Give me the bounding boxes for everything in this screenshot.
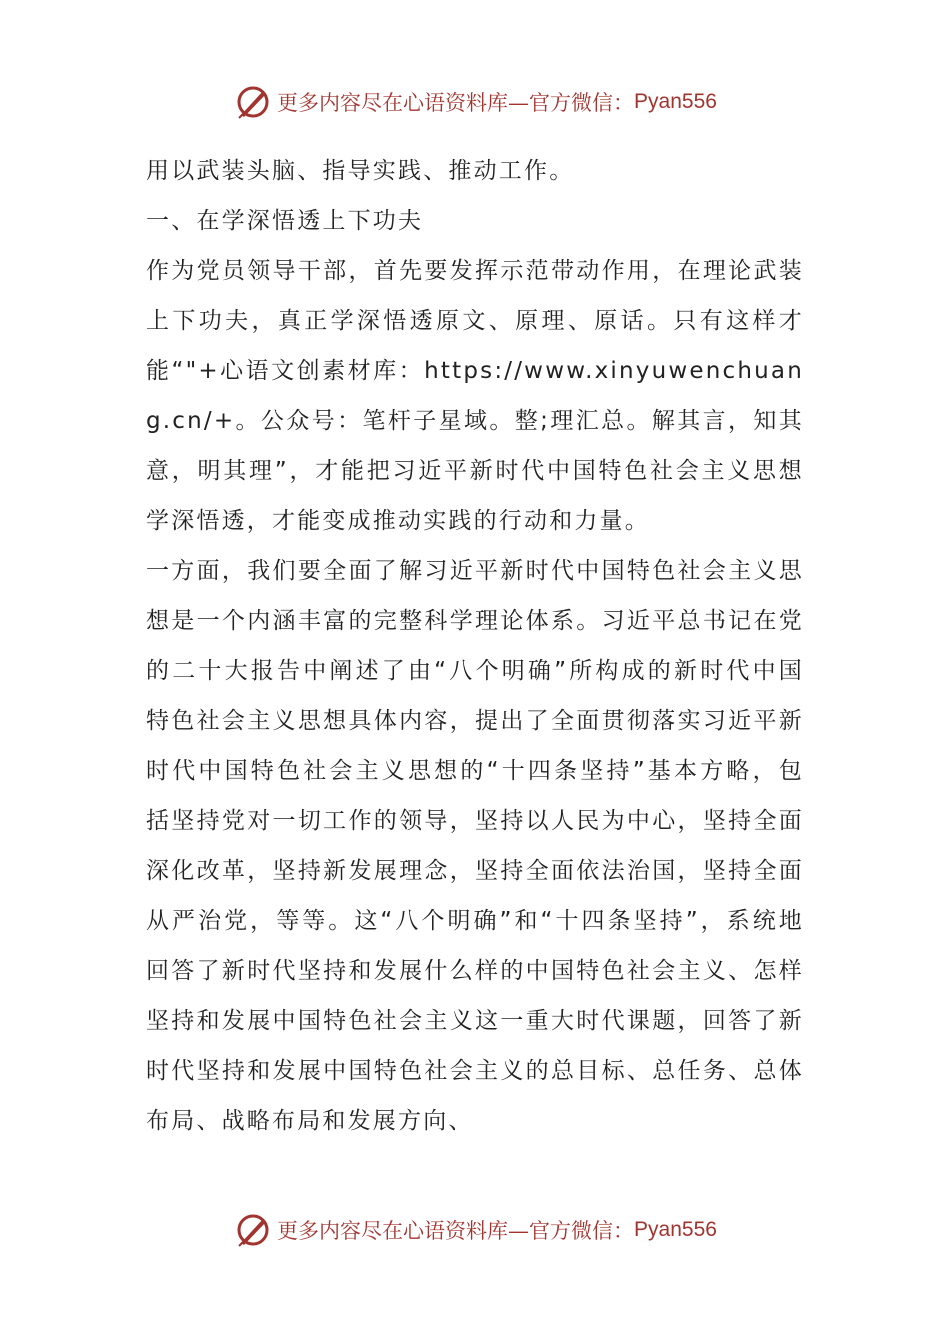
footer-banner-text: 更多内容尽在心语资料库—官方微信：: [277, 1219, 635, 1243]
footer-wechat-id: Pyan556: [634, 1218, 717, 1241]
paragraph-1: 用以武装头脑、指导实践、推动工作。: [146, 158, 575, 184]
header-wechat-id: Pyan556: [634, 90, 717, 113]
section-heading: 一、在学深悟透上下功夫: [146, 208, 424, 234]
pen-circle-logo-icon: [233, 1210, 273, 1250]
paragraph-2: 作为党员领导干部，首先要发挥示范带动作用，在理论武装上下功夫，真正学深悟透原文、原理、原话。只有这样才能“"+心语文创素材库：https://www.xinyuwenchuang.cn/+。公众号：笔杆子星域。整;理汇总。解其言，知其意，明其理”，才能把习近平新时代中国特色社会主义思想学深悟透，才能变成推动实践的行动和力量。: [146, 258, 804, 534]
document-body: [146, 146, 804, 1146]
header-banner: [0, 80, 950, 124]
paragraph-3: 一方面，我们要全面了解习近平新时代中国特色社会主义思想是一个内涵丰富的完整科学理论体系。习近平总书记在党的二十大报告中阐述了由“八个明确”所构成的新时代中国特色社会主义思想具体内容，提出了全面贯彻落实习近平新时代中国特色社会主义思想的“十四条坚持”基本方略，包括坚持党对一切工作的领导，坚持以人民为中心，坚持全面深化改革，坚持新发展理念，坚持全面依法治国，坚持全面从严治党，等等。这“八个明确”和“十四条坚持”，系统地回答了新时代坚持和发展什么样的中国特色社会主义、怎样坚持和发展中国特色社会主义这一重大时代课题，回答了新时代坚持和发展中国特色社会主义的总目标、总任务、总体布局、战略布局和发展方向、: [146, 558, 804, 1134]
header-banner-text: 更多内容尽在心语资料库—官方微信：: [277, 91, 635, 115]
pen-circle-logo-icon: [233, 82, 273, 122]
footer-banner: [0, 1208, 950, 1252]
